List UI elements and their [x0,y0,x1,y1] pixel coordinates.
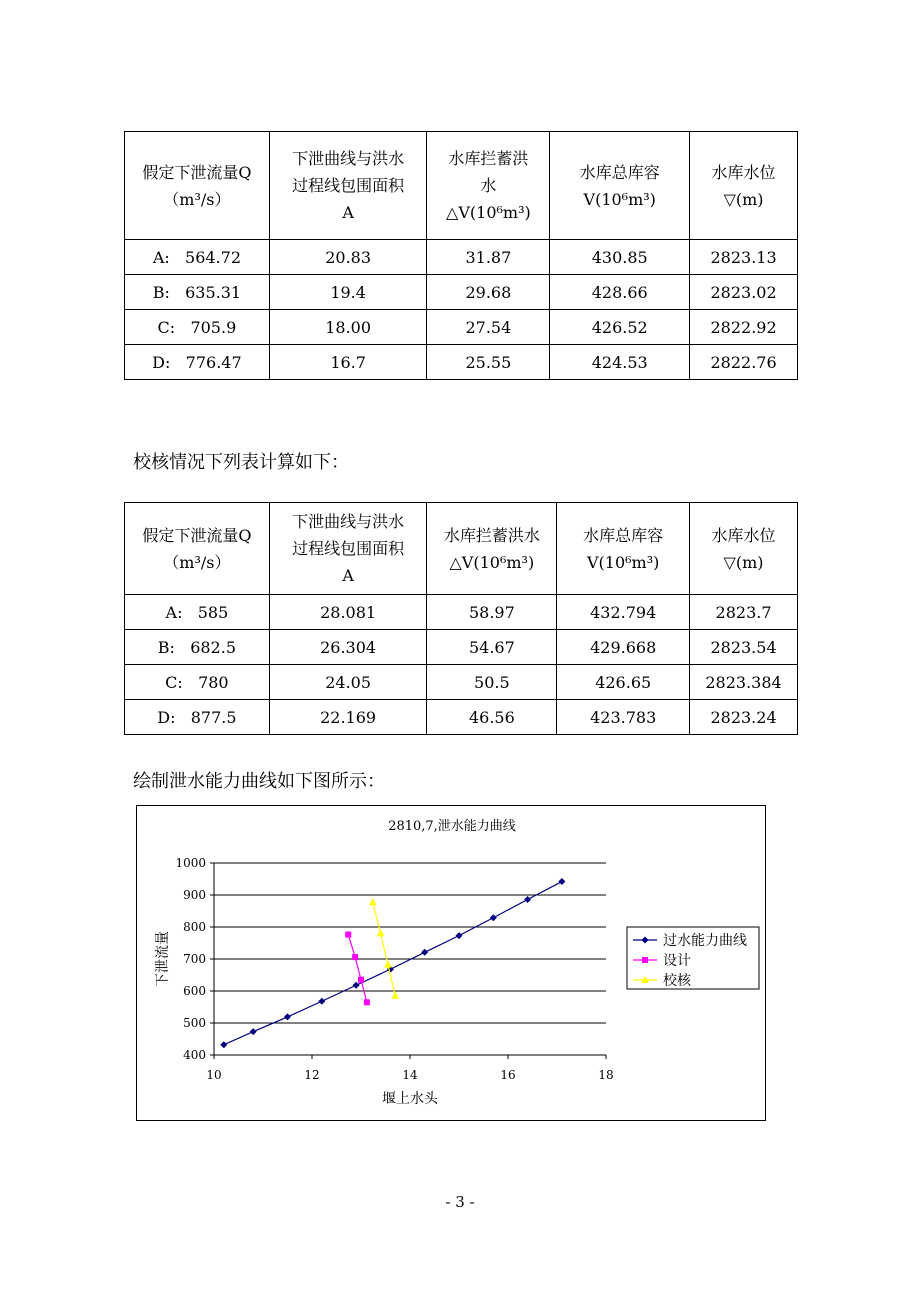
column-header [557,503,690,595]
table-cell: 19.4 [269,275,427,310]
y-tick-label: 600 [183,984,206,998]
column-header [125,503,270,595]
series-line [373,902,396,996]
table-cell: 50.5 [427,665,557,700]
table-cell: 46.56 [427,700,557,735]
chart-svg [137,806,767,1122]
header-line: 水 [480,176,497,195]
table-cell: 429.668 [557,630,690,665]
table-cell: 2823.24 [690,700,798,735]
data-point-triangle [392,992,400,999]
header-line: 过程线包围面积 [292,539,405,558]
data-point-diamond [250,1028,257,1035]
data-point-diamond [353,982,360,989]
table-cell: 16.7 [269,345,427,380]
table-cell: 2822.76 [690,345,798,380]
data-point-square [358,977,364,983]
header-line: ▽(m) [723,189,764,209]
table-cell: 2823.13 [690,240,798,275]
table-cell: 428.66 [550,275,690,310]
table-row [125,275,798,310]
header-line: 水库拦蓄洪 [448,149,529,168]
table-cell: B: 682.5 [125,630,270,665]
header-line: 下泄曲线与洪水 [292,512,405,531]
header-line: 水库总库容 [579,162,660,182]
column-header [690,503,798,595]
table-cell: 432.794 [557,595,690,630]
table-cell: 426.65 [557,665,690,700]
x-tick-label: 10 [206,1068,222,1082]
chart-title: 2810,7,泄水能力曲线 [388,819,516,834]
table-row [125,240,798,275]
table-cell: 28.081 [269,595,427,630]
header-line: ▽(m) [723,552,764,572]
legend-label: 设计 [663,953,691,969]
header-line: 假定下泄流量Q [142,162,252,182]
table-row [125,700,798,735]
header-line: A [342,566,354,585]
legend-label: 过水能力曲线 [663,933,747,949]
table-cell: D: 877.5 [125,700,270,735]
caption-check-table: 校核情况下列表计算如下： [133,452,349,473]
data-point-triangle [384,961,392,968]
table-row [125,630,798,665]
table-cell: 423.783 [557,700,690,735]
table-cell: 27.54 [427,310,550,345]
column-header [427,132,550,240]
x-tick-label: 12 [304,1068,320,1082]
table-cell: 29.68 [427,275,550,310]
y-tick-label: 800 [183,920,206,934]
column-header [550,132,690,240]
data-point-diamond [421,949,428,956]
table-cell: 24.05 [269,665,427,700]
header-line: 过程线包围面积 [292,176,405,195]
x-tick-label: 18 [598,1068,614,1082]
data-point-diamond [524,896,531,903]
legend-label: 校核 [663,973,691,989]
header-line: V(10⁶m³) [583,189,656,209]
page-number: - 3 - [445,1193,475,1211]
header-line: A [342,203,354,222]
column-header [269,132,427,240]
table-cell: 2823.7 [690,595,798,630]
column-header [690,132,798,240]
table-cell: 2823.02 [690,275,798,310]
column-header [125,132,270,240]
header-line: V(10⁶m³) [586,552,660,572]
table-cell: 20.83 [269,240,427,275]
data-point-diamond [284,1013,291,1020]
table-cell: 22.169 [269,700,427,735]
header-line: 下泄曲线与洪水 [292,149,405,168]
y-tick-label: 400 [183,1048,206,1062]
header-line: 水库水位 [711,525,776,545]
flood-table-check [124,502,798,735]
table-cell: A: 585 [125,595,270,630]
data-point-square [345,932,351,938]
data-point-diamond [220,1041,227,1048]
discharge-capacity-chart [136,805,766,1121]
table-cell: 2822.92 [690,310,798,345]
table-cell: 2823.54 [690,630,798,665]
table-row [125,310,798,345]
data-point-square [642,957,648,963]
header-line: 水库总库容 [583,525,664,545]
data-point-square [364,999,370,1005]
data-point-triangle [377,929,385,936]
header-line: 水库水位 [711,162,776,182]
y-tick-label: 500 [183,1016,206,1030]
table-row [125,665,798,700]
data-point-triangle [369,898,377,905]
data-point-diamond [318,998,325,1005]
table-row [125,345,798,380]
data-point-diamond [558,878,565,885]
table-cell: 2823.384 [690,665,798,700]
table-row [125,595,798,630]
series-line [348,935,367,1003]
header-line: （m³/s） [163,189,231,209]
y-tick-label: 700 [183,952,206,966]
header-line: △V(10⁶m³) [446,203,531,222]
y-tick-label: 1000 [175,856,206,870]
x-tick-label: 14 [402,1068,418,1082]
table-cell: C: 780 [125,665,270,700]
x-tick-label: 16 [500,1068,516,1082]
flood-table-design [124,131,798,380]
data-point-diamond [456,932,463,939]
table-cell: 58.97 [427,595,557,630]
table-cell: 426.52 [550,310,690,345]
table-cell: 18.00 [269,310,427,345]
header-line: △V(10⁶m³) [449,552,535,572]
y-tick-label: 900 [183,888,206,902]
header-line: 水库拦蓄洪水 [443,525,540,545]
data-point-square [352,954,358,960]
table-cell: A: 564.72 [125,240,270,275]
y-axis-label: 下泄流量 [155,931,171,987]
column-header [269,503,427,595]
x-axis-label: 堰上水头 [382,1091,438,1107]
table-cell: 25.55 [427,345,550,380]
table-cell: 54.67 [427,630,557,665]
series-line [224,882,562,1045]
table-cell: C: 705.9 [125,310,270,345]
table-cell: 424.53 [550,345,690,380]
column-header [427,503,557,595]
table-cell: D: 776.47 [125,345,270,380]
table-cell: B: 635.31 [125,275,270,310]
table-header-row [125,132,798,240]
caption-chart: 绘制泄水能力曲线如下图所示： [133,771,385,792]
header-line: 假定下泄流量Q [142,525,252,545]
header-line: （m³/s） [163,552,231,572]
table-cell: 26.304 [269,630,427,665]
table-header-row [125,503,798,595]
table-cell: 31.87 [427,240,550,275]
table-cell: 430.85 [550,240,690,275]
data-point-diamond [490,914,497,921]
